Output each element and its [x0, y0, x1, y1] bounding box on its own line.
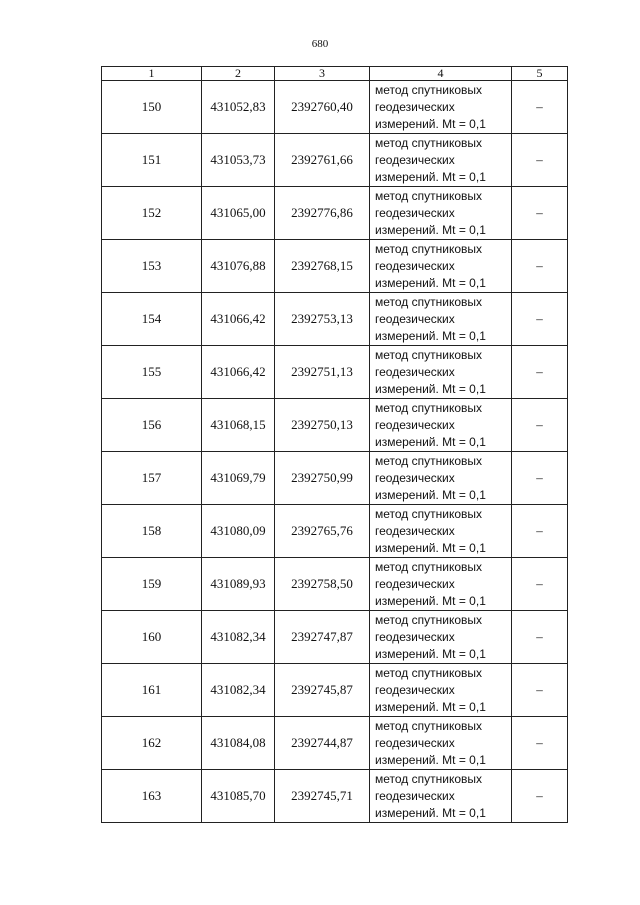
y-coordinate-cell: 2392751,13 [275, 346, 370, 399]
point-number-cell: 162 [102, 717, 202, 770]
method-text-line: измерений. Mt = 0,1 [375, 328, 486, 343]
method-text-line: измерений. Mt = 0,1 [375, 381, 486, 396]
x-coordinate-cell: 431085,70 [202, 770, 275, 823]
table-row [102, 717, 568, 770]
table-row [102, 134, 568, 187]
point-number-cell: 151 [102, 134, 202, 187]
note-cell: – [512, 505, 568, 558]
x-coordinate-cell: 431065,00 [202, 187, 275, 240]
note-cell: – [512, 134, 568, 187]
note-cell: – [512, 452, 568, 505]
method-text-line: измерений. Mt = 0,1 [375, 222, 486, 237]
note-cell: – [512, 399, 568, 452]
method-text-line: измерений. Mt = 0,1 [375, 699, 486, 714]
y-coordinate-cell: 2392747,87 [275, 611, 370, 664]
note-cell: – [512, 81, 568, 134]
x-coordinate-cell: 431053,73 [202, 134, 275, 187]
page-number: 680 [311, 38, 329, 50]
method-cell [370, 558, 512, 611]
table-row [102, 346, 568, 399]
point-number-cell: 153 [102, 240, 202, 293]
method-cell [370, 611, 512, 664]
y-coordinate-cell: 2392760,40 [275, 81, 370, 134]
x-coordinate-cell: 431082,34 [202, 664, 275, 717]
method-text-line: измерений. Mt = 0,1 [375, 169, 486, 184]
method-text-line: метод спутниковых [375, 347, 483, 362]
note-cell: – [512, 187, 568, 240]
method-text-line: измерений. Mt = 0,1 [375, 487, 486, 502]
x-coordinate-cell: 431089,93 [202, 558, 275, 611]
method-text-line: метод спутниковых [375, 294, 483, 309]
method-text-line: метод спутниковых [375, 241, 483, 256]
method-text-line: геодезических [375, 417, 455, 432]
x-coordinate-cell: 431068,15 [202, 399, 275, 452]
method-text-line: метод спутниковых [375, 453, 483, 468]
method-text-line: геодезических [375, 629, 455, 644]
method-cell [370, 240, 512, 293]
method-text-line: метод спутниковых [375, 506, 483, 521]
method-text-line: метод спутниковых [375, 771, 483, 786]
method-text-line: геодезических [375, 523, 455, 538]
table-row [102, 505, 568, 558]
column-header-3: 3 [275, 67, 370, 81]
y-coordinate-cell: 2392745,71 [275, 770, 370, 823]
method-text-line: геодезических [375, 576, 455, 591]
x-coordinate-cell: 431069,79 [202, 452, 275, 505]
x-coordinate-cell: 431052,83 [202, 81, 275, 134]
method-text-line: геодезических [375, 682, 455, 697]
note-cell: – [512, 346, 568, 399]
point-number-cell: 154 [102, 293, 202, 346]
method-text-line: метод спутниковых [375, 612, 483, 627]
table-row [102, 399, 568, 452]
y-coordinate-cell: 2392765,76 [275, 505, 370, 558]
point-number-cell: 152 [102, 187, 202, 240]
method-text-line: геодезических [375, 311, 455, 326]
y-coordinate-cell: 2392745,87 [275, 664, 370, 717]
x-coordinate-cell: 431082,34 [202, 611, 275, 664]
table-row [102, 293, 568, 346]
x-coordinate-cell: 431066,42 [202, 293, 275, 346]
method-cell [370, 81, 512, 134]
point-number-cell: 157 [102, 452, 202, 505]
method-text-line: геодезических [375, 205, 455, 220]
method-text-line: геодезических [375, 258, 455, 273]
method-text-line: измерений. Mt = 0,1 [375, 275, 486, 290]
y-coordinate-cell: 2392750,99 [275, 452, 370, 505]
y-coordinate-cell: 2392761,66 [275, 134, 370, 187]
method-cell [370, 717, 512, 770]
point-number-cell: 150 [102, 81, 202, 134]
table-row [102, 240, 568, 293]
note-cell: – [512, 717, 568, 770]
method-text-line: метод спутниковых [375, 559, 483, 574]
y-coordinate-cell: 2392750,13 [275, 399, 370, 452]
method-text-line: измерений. Mt = 0,1 [375, 646, 486, 661]
method-cell [370, 293, 512, 346]
point-number-cell: 163 [102, 770, 202, 823]
method-text-line: геодезических [375, 788, 455, 803]
method-cell [370, 505, 512, 558]
column-header-5: 5 [512, 67, 568, 81]
method-text-line: метод спутниковых [375, 665, 483, 680]
method-text-line: метод спутниковых [375, 82, 483, 97]
method-cell [370, 770, 512, 823]
y-coordinate-cell: 2392768,15 [275, 240, 370, 293]
method-cell [370, 399, 512, 452]
method-text-line: метод спутниковых [375, 400, 483, 415]
method-cell [370, 346, 512, 399]
method-text-line: геодезических [375, 152, 455, 167]
method-cell [370, 664, 512, 717]
point-number-cell: 159 [102, 558, 202, 611]
method-text-line: метод спутниковых [375, 718, 483, 733]
column-header-4: 4 [370, 67, 512, 81]
method-text-line: измерений. Mt = 0,1 [375, 434, 486, 449]
note-cell: – [512, 611, 568, 664]
method-text-line: геодезических [375, 99, 455, 114]
method-text-line: метод спутниковых [375, 188, 483, 203]
method-text-line: измерений. Mt = 0,1 [375, 752, 486, 767]
table-row [102, 770, 568, 823]
table-body [102, 81, 568, 823]
method-cell [370, 187, 512, 240]
column-header-2: 2 [202, 67, 275, 81]
table-header-row [102, 67, 568, 81]
method-text-line: измерений. Mt = 0,1 [375, 540, 486, 555]
method-text-line: измерений. Mt = 0,1 [375, 593, 486, 608]
method-text-line: измерений. Mt = 0,1 [375, 116, 486, 131]
point-number-cell: 155 [102, 346, 202, 399]
note-cell: – [512, 293, 568, 346]
y-coordinate-cell: 2392758,50 [275, 558, 370, 611]
table-row [102, 81, 568, 134]
x-coordinate-cell: 431080,09 [202, 505, 275, 558]
method-text-line: геодезических [375, 364, 455, 379]
y-coordinate-cell: 2392776,86 [275, 187, 370, 240]
column-header-1: 1 [102, 67, 202, 81]
table-row [102, 558, 568, 611]
table-row [102, 452, 568, 505]
method-text-line: измерений. Mt = 0,1 [375, 805, 486, 820]
method-text-line: геодезических [375, 470, 455, 485]
point-number-cell: 161 [102, 664, 202, 717]
x-coordinate-cell: 431066,42 [202, 346, 275, 399]
table-row [102, 187, 568, 240]
note-cell: – [512, 558, 568, 611]
coordinates-table [101, 66, 568, 823]
table-row [102, 664, 568, 717]
point-number-cell: 158 [102, 505, 202, 558]
method-cell [370, 452, 512, 505]
point-number-cell: 160 [102, 611, 202, 664]
point-number-cell: 156 [102, 399, 202, 452]
method-text-line: метод спутниковых [375, 135, 483, 150]
y-coordinate-cell: 2392753,13 [275, 293, 370, 346]
x-coordinate-cell: 431084,08 [202, 717, 275, 770]
method-cell [370, 134, 512, 187]
y-coordinate-cell: 2392744,87 [275, 717, 370, 770]
x-coordinate-cell: 431076,88 [202, 240, 275, 293]
method-text-line: геодезических [375, 735, 455, 750]
note-cell: – [512, 770, 568, 823]
note-cell: – [512, 664, 568, 717]
note-cell: – [512, 240, 568, 293]
table-row [102, 611, 568, 664]
